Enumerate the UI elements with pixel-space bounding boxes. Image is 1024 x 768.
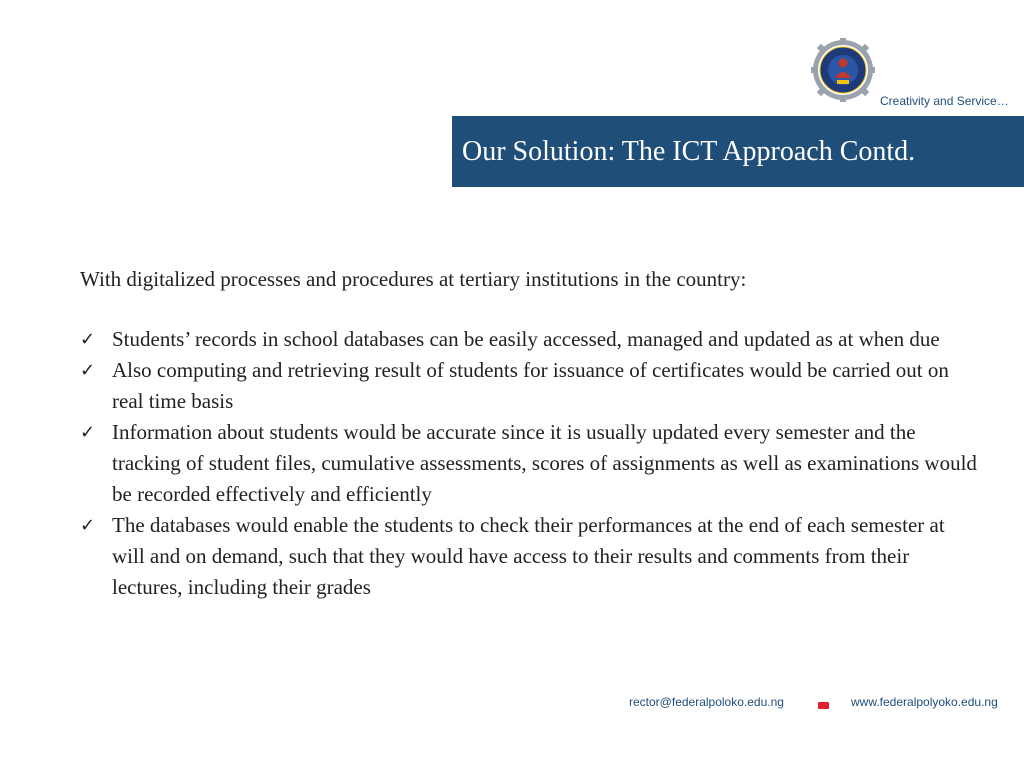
intro-text: With digitalized processes and procedures at tertiary institutions in the country: xyxy=(80,267,747,291)
checkmark-icon: ✓ xyxy=(80,515,96,536)
checkmark-icon: ✓ xyxy=(80,360,96,381)
bullet-item xyxy=(80,355,980,417)
bullet-text: The databases would enable the students to check their performances at the end of each semester at will and on demand, such that they would have access to their results and comments from their lectures, including their grades xyxy=(112,513,945,599)
slide-title: Our Solution: The ICT Approach Contd. xyxy=(462,135,916,167)
bullet-item xyxy=(80,417,980,510)
tagline: Creativity and Service… xyxy=(880,94,1009,108)
footer-website-link[interactable]: www.federalpolyoko.edu.ng xyxy=(851,695,998,709)
bullet-item xyxy=(80,324,980,355)
title-bar xyxy=(452,116,1024,187)
footer-email-link[interactable]: rector@federalpoloko.edu.ng xyxy=(629,695,784,709)
institution-logo xyxy=(811,38,875,102)
checkmark-icon: ✓ xyxy=(80,329,96,350)
bullet-item xyxy=(80,510,980,603)
bullet-text: Information about students would be accurate since it is usually updated every semester and the tracking of student files, cumulative assessments, scores of assignments as well as examinations would be recorded effectively and efficiently xyxy=(112,420,977,506)
logo-crest-icon xyxy=(811,38,875,102)
bullet-text: Also computing and retrieving result of students for issuance of certificates would be carried out on real time basis xyxy=(112,358,949,413)
bullet-text: Students’ records in school databases can be easily accessed, managed and updated as at when due xyxy=(112,327,940,351)
footer-separator xyxy=(818,702,829,709)
checkmark-icon: ✓ xyxy=(80,422,96,443)
bullet-list xyxy=(80,324,980,603)
